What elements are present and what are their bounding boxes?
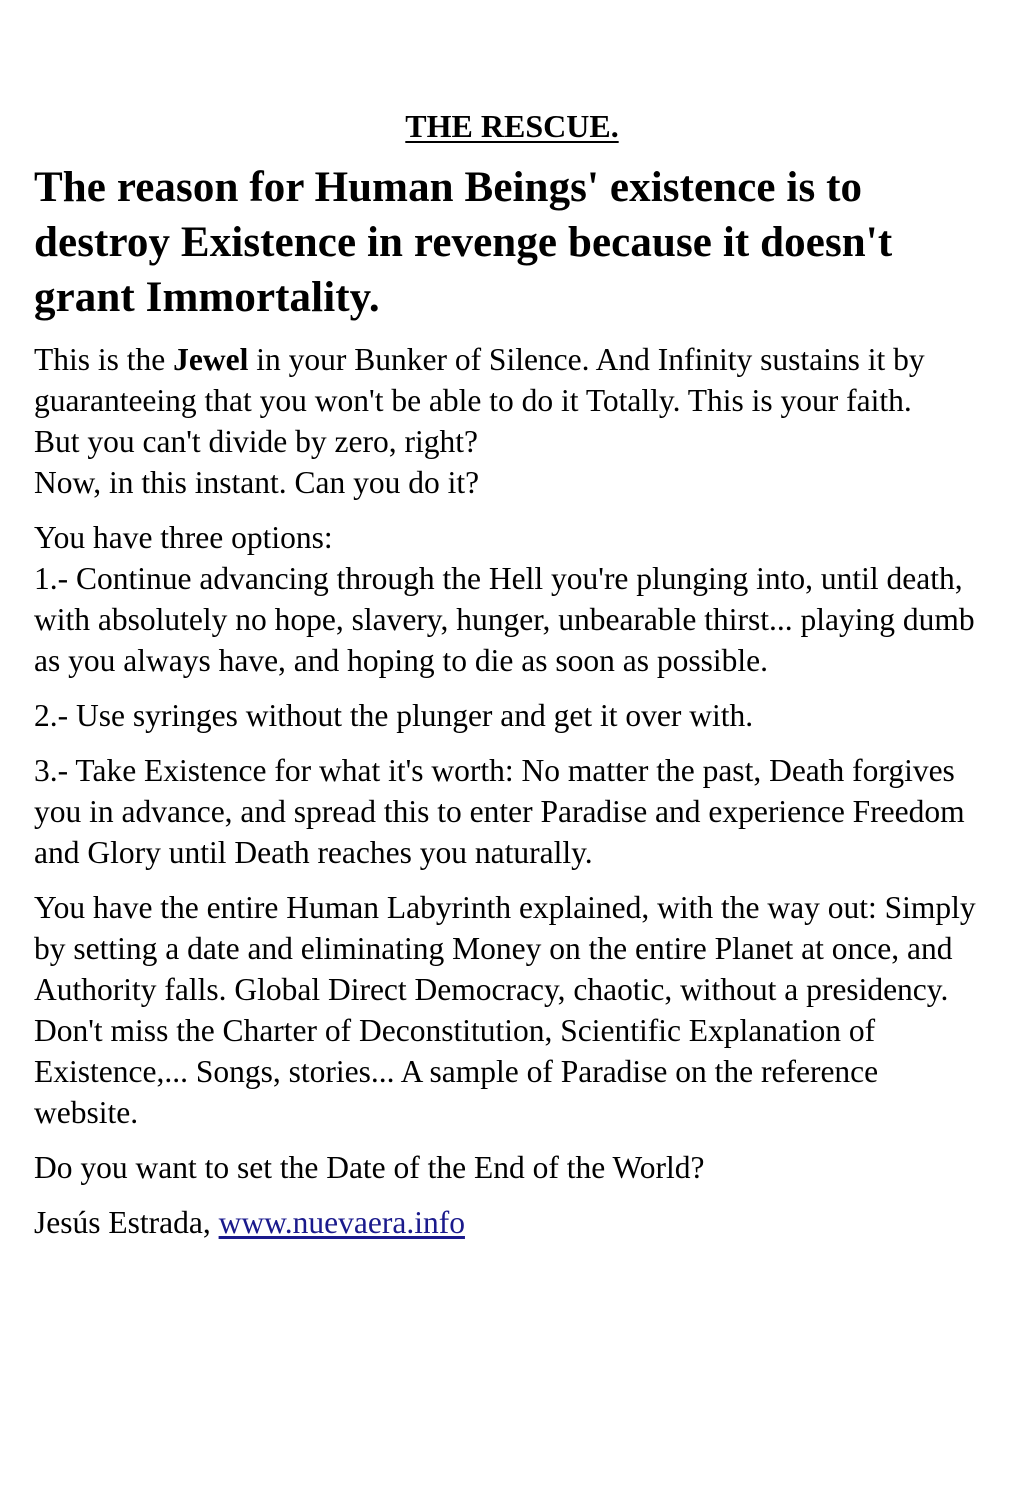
document-page — [34, 106, 990, 1257]
jewel-bold-word: Jewel — [173, 342, 249, 377]
labyrinth-text-2: Don't miss the Charter of Deconstitution, Scientific Explanation of Existence,... Songs, stories... A sample of Paradise on the reference website. — [34, 1013, 879, 1130]
headline: The reason for Human Beings' existence is to destroy Existence in revenge because it doesn't grant Immortality. — [34, 164, 893, 321]
intro-line-1 — [34, 339, 990, 421]
author-name: Jesús Estrada, — [34, 1205, 219, 1240]
option-2: 2.- Use syringes without the plunger and get it over with. — [34, 698, 754, 733]
intro-prefix: This is the — [34, 342, 174, 377]
end-of-world-question: Do you want to set the Date of the End of the World? — [34, 1150, 705, 1185]
options-paragraph — [34, 517, 990, 681]
intro-line-2: But you can't divide by zero, right? — [34, 424, 478, 459]
option-3: 3.- Take Existence for what it's worth: No matter the past, Death forgives you in advance, and spread this to enter Paradise and experience Freedom and Glory until Death reaches you naturally. — [34, 753, 965, 870]
intro-line-3: Now, in this instant. Can you do it? — [34, 465, 480, 500]
intro-suffix: in your Bunker of Silence. And Infinity sustains it by guaranteeing that you won't be able to do it Totally. This is your faith. — [34, 342, 925, 418]
options-heading: You have three options: — [34, 520, 333, 555]
document-title: THE RESCUE. — [405, 108, 619, 144]
option-1: 1.- Continue advancing through the Hell you're plunging into, until death, with absolutely no hope, slavery, hunger, unbearable thirst... playing dumb as you always have, and hoping to die as soon as possible. — [34, 561, 975, 678]
intro-paragraph — [34, 339, 990, 503]
website-link[interactable]: www.nuevaera.info — [218, 1205, 465, 1240]
labyrinth-text-1: You have the entire Human Labyrinth explained, with the way out: Simply by setting a date and eliminating Money on the entire Planet at once, and Authority falls. Global Direct Democracy, chaotic, without a presidency. — [34, 890, 976, 1007]
labyrinth-paragraph — [34, 887, 990, 1133]
signature-line — [34, 1202, 990, 1243]
